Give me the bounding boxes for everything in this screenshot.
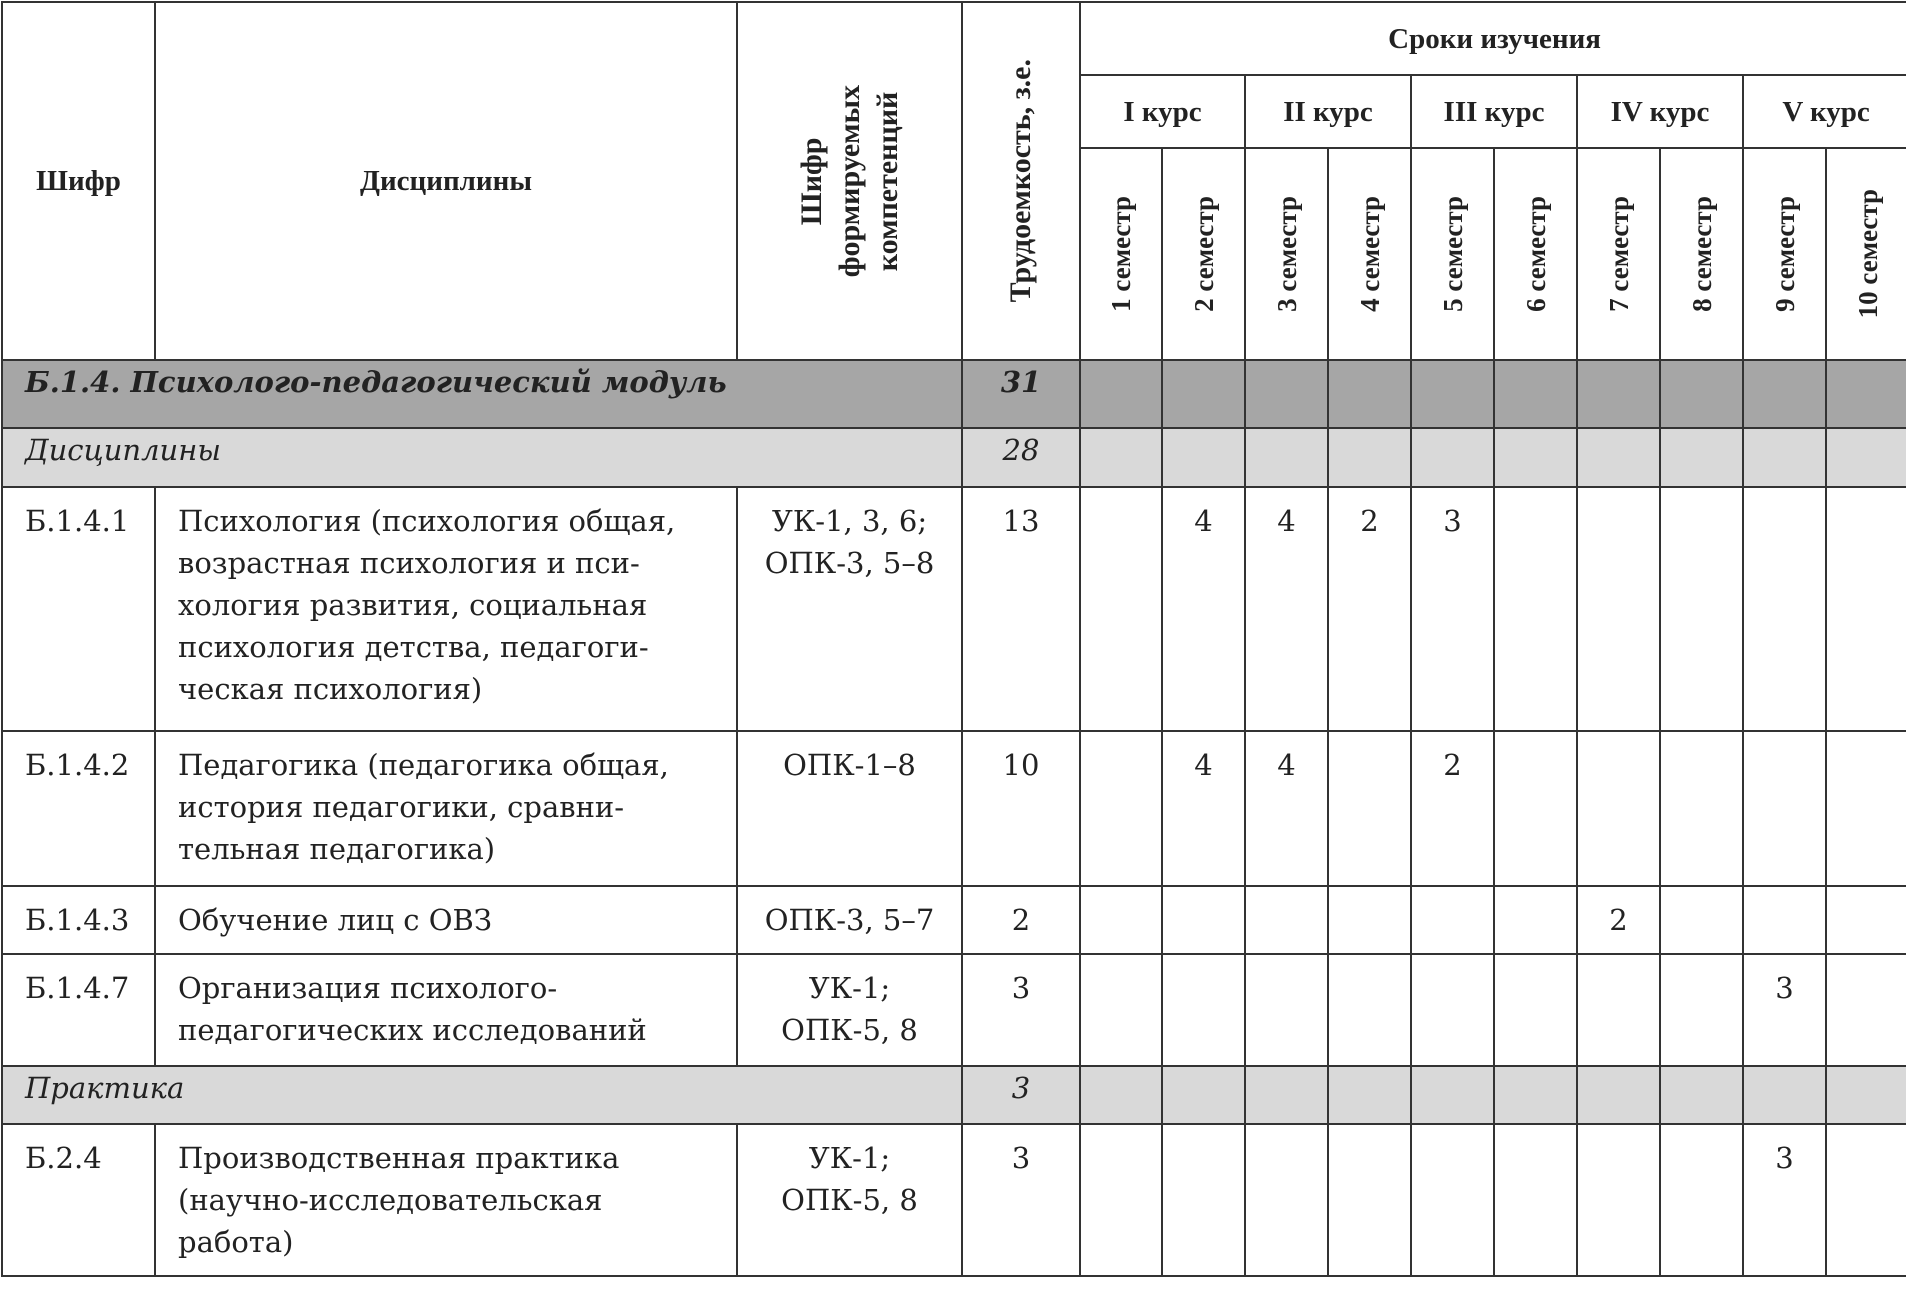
row-discipline	[155, 1124, 737, 1276]
row-semester-4	[1328, 886, 1411, 954]
discipline-line: хология развития, социальная	[178, 588, 648, 622]
row-semester-1	[1080, 487, 1162, 731]
row-semester-3	[1245, 886, 1328, 954]
group-title-practice: Практика	[2, 1066, 962, 1124]
header-course-2: II курс	[1245, 75, 1411, 148]
row-semester-10	[1826, 886, 1906, 954]
row-code: Б.1.4.3	[2, 886, 155, 954]
header-course-3: III курс	[1411, 75, 1577, 148]
header-sem-5: 5 семестр	[1411, 148, 1494, 360]
row-semester-6	[1494, 731, 1577, 886]
header-sem-7: 7 семестр	[1577, 148, 1660, 360]
competency-line: ОПК-5, 8	[781, 1013, 918, 1047]
competency-line: УК-1;	[808, 971, 891, 1005]
header-course-5: V курс	[1743, 75, 1906, 148]
header-sem-10: 10 семестр	[1826, 148, 1906, 360]
row-competencies	[737, 487, 962, 731]
row-semester-8	[1660, 731, 1743, 886]
row-code: Б.1.4.7	[2, 954, 155, 1066]
row-credits: 13	[962, 487, 1080, 731]
group-row-disciplines	[2, 428, 1906, 487]
row-semester-6	[1494, 487, 1577, 731]
discipline-line: Психология (психология общая,	[178, 504, 676, 538]
curriculum-table	[1, 1, 1906, 1277]
row-semester-2	[1162, 954, 1245, 1066]
row-semester-1	[1080, 954, 1162, 1066]
row-semester-3	[1245, 1124, 1328, 1276]
header-sem-1: 1 семестр	[1080, 148, 1162, 360]
row-semester-6	[1494, 1124, 1577, 1276]
header-sem-6: 6 семестр	[1494, 148, 1577, 360]
row-semester-3: 4	[1245, 487, 1328, 731]
row-code: Б.1.4.2	[2, 731, 155, 886]
row-code: Б.2.4	[2, 1124, 155, 1276]
competency-line: ОПК-3, 5–8	[764, 546, 935, 580]
header-credits-label: Трудоемкость, з.е.	[1004, 59, 1037, 303]
row-semester-10	[1826, 954, 1906, 1066]
row-competencies	[737, 886, 962, 954]
row-competencies	[737, 731, 962, 886]
row-semester-6	[1494, 954, 1577, 1066]
row-semester-8	[1660, 954, 1743, 1066]
group-credits-practice: 3	[962, 1066, 1080, 1124]
discipline-line: возрастная психология и пси-	[178, 546, 640, 580]
row-code: Б.1.4.1	[2, 487, 155, 731]
row-semester-7	[1577, 954, 1660, 1066]
row-semester-5: 2	[1411, 731, 1494, 886]
group-credits-disciplines: 28	[962, 428, 1080, 487]
table-row	[2, 487, 1906, 731]
discipline-line: Производственная практика	[178, 1141, 620, 1175]
discipline-line: педагогических исследований	[178, 1013, 647, 1047]
module-row	[2, 360, 1906, 428]
row-semester-4: 2	[1328, 487, 1411, 731]
row-semester-2	[1162, 886, 1245, 954]
row-semester-2: 4	[1162, 487, 1245, 731]
row-semester-1	[1080, 1124, 1162, 1276]
row-competencies	[737, 1124, 962, 1276]
row-discipline	[155, 886, 737, 954]
row-semester-3	[1245, 954, 1328, 1066]
row-semester-10	[1826, 1124, 1906, 1276]
table-row	[2, 954, 1906, 1066]
row-semester-9: 3	[1743, 1124, 1826, 1276]
row-semester-5	[1411, 954, 1494, 1066]
row-semester-7	[1577, 731, 1660, 886]
row-semester-1	[1080, 886, 1162, 954]
header-comp-line-2: формируемых	[832, 84, 866, 278]
row-credits: 3	[962, 1124, 1080, 1276]
header-competencies	[737, 2, 962, 360]
competency-line: УК-1, 3, 6;	[771, 504, 928, 538]
header-sem-3: 3 семестр	[1245, 148, 1328, 360]
header-sem-2: 2 семестр	[1162, 148, 1245, 360]
discipline-line: Обучение лиц с ОВЗ	[178, 903, 492, 937]
row-semester-8	[1660, 1124, 1743, 1276]
header-sem-4: 4 семестр	[1328, 148, 1411, 360]
row-semester-9	[1743, 731, 1826, 886]
discipline-line: тельная педагогика)	[178, 832, 496, 866]
header-sem-9: 9 семестр	[1743, 148, 1826, 360]
discipline-line: работа)	[178, 1225, 294, 1259]
table-row	[2, 731, 1906, 886]
row-semester-10	[1826, 731, 1906, 886]
module-credits: 31	[962, 360, 1080, 428]
row-semester-6	[1494, 886, 1577, 954]
header-course-4: IV курс	[1577, 75, 1743, 148]
competency-line: ОПК-3, 5–7	[764, 903, 935, 937]
row-semester-9	[1743, 886, 1826, 954]
row-semester-7	[1577, 1124, 1660, 1276]
row-credits: 3	[962, 954, 1080, 1066]
header-course-1: I курс	[1080, 75, 1245, 148]
competency-line: ОПК-5, 8	[781, 1183, 918, 1217]
row-semester-9: 3	[1743, 954, 1826, 1066]
row-semester-1	[1080, 731, 1162, 886]
row-semester-4	[1328, 731, 1411, 886]
discipline-line: психология детства, педагоги-	[178, 630, 649, 664]
discipline-line: (научно-исследовательская	[178, 1183, 603, 1217]
table-row	[2, 1124, 1906, 1276]
header-credits	[962, 2, 1080, 360]
row-semester-9	[1743, 487, 1826, 731]
header-sem-8: 8 семестр	[1660, 148, 1743, 360]
row-semester-3: 4	[1245, 731, 1328, 886]
row-semester-5: 3	[1411, 487, 1494, 731]
row-competencies	[737, 954, 962, 1066]
row-semester-8	[1660, 886, 1743, 954]
discipline-line: Организация психолого-	[178, 971, 558, 1005]
header-code: Шифр	[2, 2, 155, 360]
row-semester-5	[1411, 1124, 1494, 1276]
row-semester-7	[1577, 487, 1660, 731]
header-terms: Сроки изучения	[1080, 2, 1906, 75]
row-discipline	[155, 954, 737, 1066]
discipline-line: ческая психология)	[178, 672, 483, 706]
header-disciplines: Дисциплины	[155, 2, 737, 360]
header-comp-line-3: компетенций	[870, 91, 904, 271]
discipline-line: Педагогика (педагогика общая,	[178, 748, 669, 782]
discipline-line: история педагогики, сравни-	[178, 790, 625, 824]
row-discipline	[155, 731, 737, 886]
header-comp-line-1: Шифр	[794, 137, 828, 225]
table-row	[2, 886, 1906, 954]
row-semester-7: 2	[1577, 886, 1660, 954]
row-semester-4	[1328, 954, 1411, 1066]
row-semester-8	[1660, 487, 1743, 731]
row-semester-10	[1826, 487, 1906, 731]
row-credits: 2	[962, 886, 1080, 954]
row-semester-5	[1411, 886, 1494, 954]
row-semester-2: 4	[1162, 731, 1245, 886]
module-title: Б.1.4. Психолого-педагогический модуль	[2, 360, 962, 428]
row-credits: 10	[962, 731, 1080, 886]
competency-line: ОПК-1–8	[783, 748, 916, 782]
group-title-disciplines: Дисциплины	[2, 428, 962, 487]
row-semester-4	[1328, 1124, 1411, 1276]
row-semester-2	[1162, 1124, 1245, 1276]
row-discipline	[155, 487, 737, 731]
group-row-practice	[2, 1066, 1906, 1124]
competency-line: УК-1;	[808, 1141, 891, 1175]
